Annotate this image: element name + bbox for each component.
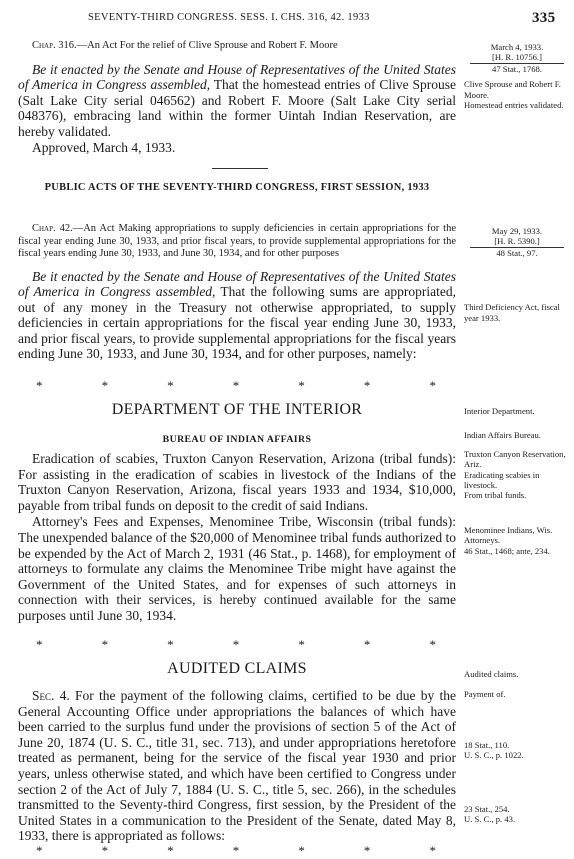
side-audited-claims: Audited claims. bbox=[464, 669, 519, 679]
star: * bbox=[36, 843, 43, 858]
chap-316-side-bill: [H. R. 10756.] bbox=[470, 52, 564, 63]
star: * bbox=[101, 637, 109, 652]
audited-claims-heading: AUDITED CLAIMS bbox=[167, 660, 307, 677]
chap-316-body bbox=[18, 62, 456, 140]
ellipsis-stars-2 bbox=[36, 637, 436, 653]
chap-316-label: Chap. 316. bbox=[32, 40, 77, 51]
star: * bbox=[298, 637, 305, 652]
star: * bbox=[167, 378, 174, 393]
star: * bbox=[232, 637, 240, 652]
chap-42-body-text: That the following sums are appropriated, out of any money in the Treasury not otherwise appropriated, to supply deficiencies in certain appropriations for the fiscal year ending June 30, 1933, and prior fiscal years, to provide supplemental appropriations for the fiscal years ending June 30, 1933, and June 30, 1934, and for other purposes, namely: bbox=[18, 284, 456, 362]
star: * bbox=[298, 843, 305, 858]
chap-42-sidenotes bbox=[464, 226, 570, 323]
sec-4-body: For the payment of the following claims, certified to be due by the General Accounting Office under appropriations the balances of which have been carried to the surplus fund under the provisions of section 5 of the Act of June 20, 1874 (U. S. C., title 31, sec. 713), and under appropriations heretofore treated as permanent, being for the service of the fiscal year 1930 and prior years, unless otherwise stated, and which have been certified to Congress under section 2 of the Act of July 7, 1884 (U. S. C., title 5, sec. 266), in the schedules transmitted to the Seventy-third Congress, first session, by the President of the United States in a communication to the President of the Senate, dated May 8, 1933, there is appropriated as follows: bbox=[18, 688, 457, 844]
star: * bbox=[167, 637, 174, 652]
interior-heading: DEPARTMENT OF THE INTERIOR bbox=[111, 401, 363, 418]
indian-affairs-subheading: BUREAU OF INDIAN AFFAIRS bbox=[162, 434, 312, 445]
star: * bbox=[232, 378, 240, 393]
chap-316-approved: Approved, March 4, 1933. bbox=[32, 140, 176, 156]
ellipsis-stars-3 bbox=[36, 843, 436, 859]
star: * bbox=[429, 637, 436, 652]
section-divider bbox=[212, 168, 268, 169]
star: * bbox=[101, 378, 109, 393]
chap-42-label: Chap. 42. bbox=[32, 223, 73, 234]
side-ref-usc-1022: U. S. C., p. 1022. bbox=[464, 750, 524, 761]
chap-42-side-note: Third Deficiency Act, fiscal year 1933. bbox=[464, 302, 560, 323]
side-truxton-scabies: Eradicating scabies in livestock. bbox=[464, 469, 540, 491]
star: * bbox=[429, 378, 436, 393]
menominee-paragraph: Attorney's Fees and Expenses, Menominee Tribe, Wisconsin (tribal funds): The unexpended balance of the $20,000 of Menominee tribal funds authorized to be expended by the Act of March 2, 1931 (46 Stat., p. 1468), for employment of attorneys to formulate any claims the Menominee Tribe might have against the Government of the United States, and for expenses of such attorneys in connection with their services, is hereby continued available for the same purposes until June 30, 1934. bbox=[18, 514, 456, 623]
chap-316-side-date: March 4, 1933. bbox=[490, 42, 544, 52]
chap-42-body bbox=[18, 269, 456, 363]
star: * bbox=[36, 637, 43, 652]
side-indian-affairs: Indian Affairs Bureau. bbox=[464, 430, 541, 441]
sec-4-label: Sec. 4. bbox=[32, 688, 70, 703]
side-menominee: Menominee Indians, Wis. bbox=[464, 524, 553, 535]
star: * bbox=[363, 378, 371, 393]
chap-316-title-text: —An Act For the relief of Clive Sprouse and Robert F. Moore bbox=[76, 40, 338, 51]
chap-316-side-note2: Homestead entries validated. bbox=[464, 100, 564, 111]
chap-42-enacting-clause: Be it enacted by the Senate and House of Representatives of the United States of America in Congress assembled, bbox=[18, 268, 456, 300]
star: * bbox=[36, 378, 43, 393]
chap-316-sidenotes bbox=[464, 42, 570, 110]
running-title: SEVENTY-THIRD CONGRESS. SESS. I. CHS. 316, 42. 1933 bbox=[88, 12, 370, 23]
star: * bbox=[429, 843, 436, 858]
chap-42-side-stat: 48 Stat., 97. bbox=[496, 247, 538, 258]
page-number: 335 bbox=[532, 10, 556, 26]
audited-claims-section bbox=[18, 688, 456, 844]
chap-316-title bbox=[18, 40, 456, 53]
chap-42-title bbox=[18, 223, 456, 261]
star: * bbox=[232, 843, 240, 858]
star: * bbox=[167, 843, 174, 858]
side-truxton-funds: From tribal funds. bbox=[464, 490, 527, 501]
chap-42-side-bill: [H. R. 5390.] bbox=[470, 236, 564, 247]
audited-sidenotes bbox=[464, 669, 570, 824]
interior-section bbox=[18, 451, 456, 624]
side-menominee-attorneys: Attorneys. bbox=[464, 535, 501, 546]
chap-316-body-text: That the homestead entries of Clive Sprouse (Salt Lake City serial 046562) and Robert F. Moore (Salt Lake City serial 048376), embracing land within the former Uintah Indian Reservation, are hereby validated. bbox=[18, 77, 456, 139]
interior-sidenotes bbox=[464, 406, 570, 556]
side-interior-dept: Interior Department. bbox=[464, 406, 535, 416]
chap-316-side-note: Clive Sprouse and Robert F. Moore. bbox=[464, 79, 561, 100]
side-ref-23-stat: 23 Stat., 254. bbox=[464, 803, 510, 814]
star: * bbox=[363, 843, 371, 858]
chap-42-section bbox=[18, 223, 456, 362]
side-payment-of: Payment of. bbox=[464, 689, 506, 700]
chap-42-side-date: May 29, 1933. bbox=[491, 226, 543, 236]
sec-4-paragraph bbox=[18, 688, 456, 844]
truxton-paragraph: Eradication of scabies, Truxton Canyon Reservation, Arizona (tribal funds): For assisting in the eradication of scabies in livestock of the Indians of the Truxton Canyon Reservation, Arizona, fiscal years 1933 and 1934, $10,000, payable from tribal funds on deposit to the credit of said Indians. bbox=[18, 451, 456, 513]
side-menominee-ref: 46 Stat., 1468; ante, 234. bbox=[464, 545, 550, 556]
chap-42-title-text: —An Act Making appropriations to supply deficiencies in certain appropriations for the fiscal year ending June 30, 1933, and prior fiscal years, to provide supplemental appropriations for the fiscal years ending June 30, 1933, and June 30, 1934, and for other purposes bbox=[18, 223, 456, 259]
public-acts-heading: PUBLIC ACTS OF THE SEVENTY-THIRD CONGRESS, FIRST SESSION, 1933 bbox=[44, 182, 430, 193]
side-ref-usc-43: U. S. C., p. 43. bbox=[464, 814, 516, 825]
side-ref-18-stat: 18 Stat., 110. bbox=[464, 739, 510, 750]
chap-316-enacting-clause: Be it enacted by the Senate and House of Representatives of the United States of America in Congress assembled, bbox=[18, 61, 456, 93]
ellipsis-stars-1 bbox=[36, 378, 436, 394]
side-truxton: Truxton Canyon Reservation, Ariz. bbox=[464, 448, 566, 470]
chap-316-section bbox=[18, 40, 456, 156]
star: * bbox=[101, 843, 109, 858]
chap-316-side-stat: 47 Stat., 1768. bbox=[492, 63, 542, 74]
star: * bbox=[298, 378, 305, 393]
star: * bbox=[363, 637, 371, 652]
